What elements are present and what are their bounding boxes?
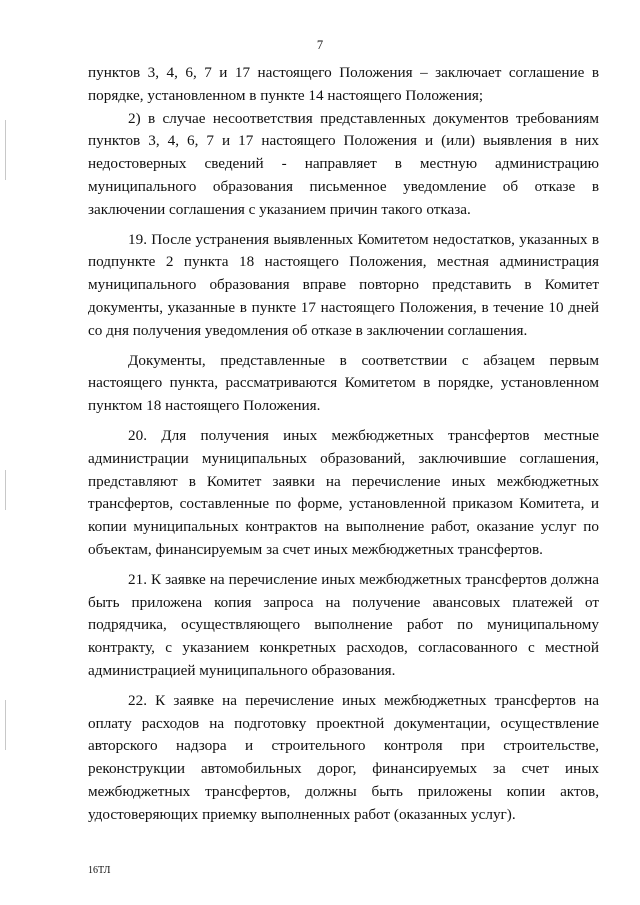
paragraph-continuation: пунктов 3, 4, 6, 7 и 17 настоящего Положения – заключает соглашение в порядке, установленном в пункте 14 настоящего Положения; [88, 64, 599, 104]
page-number: 7 [316, 38, 324, 52]
paragraph-clause-21: 21. К заявке на перечисление иных межбюджетных трансфертов должна быть приложена копия запроса на получение авансовых платежей от подрядчика, осуществляющего выполнение работ по муниципальному контракту, с указанием конкретных расходов, согласованного с местной администрацией муниципального образования. [88, 570, 599, 679]
paragraph-clause-22: 22. К заявке на перечисление иных межбюджетных трансфертов на оплату расходов на подготовку проектной документации, осуществление авторского надзора и строительного контроля при строительстве, реконструкции автомобильных дорог, финансируемых за счет иных межбюджетных трансфертов, должны быть приложены копии актов, удостоверяющих приемку выполненных работ (оказанных услуг). [88, 691, 599, 823]
scan-edge-mark [5, 470, 6, 510]
paragraph-clause-19-abs2: Документы, представленные в соответствии с абзацем первым настоящего пункта, рассматриваются Комитетом в порядке, установленном пунктом 18 настоящего Положения. [88, 351, 599, 415]
paragraph-clause-19: 19. После устранения выявленных Комитетом недостатков, указанных в подпункте 2 пункта 18 настоящего Положения, местная администрация муниципального образования вправе повторно представить в Комитет документы, указанные в пункте 17 настоящего Положения, в течение 10 дней со дня получения уведомления об отказе в заключении соглашения. [88, 230, 599, 339]
scan-edge-mark [5, 700, 6, 750]
paragraph-subitem-2: 2) в случае несоответствия представленных документов требованиям пунктов 3, 4, 6, 7 и 17 настоящего Положения и (или) выявления в них недостоверных сведений - направляет в местную администрацию муниципального образования письменное уведомление об отказе в заключении соглашения с указанием причин такого отказа. [88, 109, 599, 218]
scan-edge-mark [5, 120, 6, 180]
document-body [88, 62, 599, 827]
paragraph-clause-20: 20. Для получения иных межбюджетных трансфертов местные администрации муниципальных образований, заключившие соглашения, представляют в Комитет заявки на перечисление иных межбюджетных трансфертов, составленные по форме, установленной приказом Комитета, и копии муниципальных контрактов на выполнение работ, оказание услуг по объектам, финансируемым за счет иных межбюджетных трансфертов. [88, 426, 599, 558]
footer-code: 16ТЛ [88, 865, 111, 876]
